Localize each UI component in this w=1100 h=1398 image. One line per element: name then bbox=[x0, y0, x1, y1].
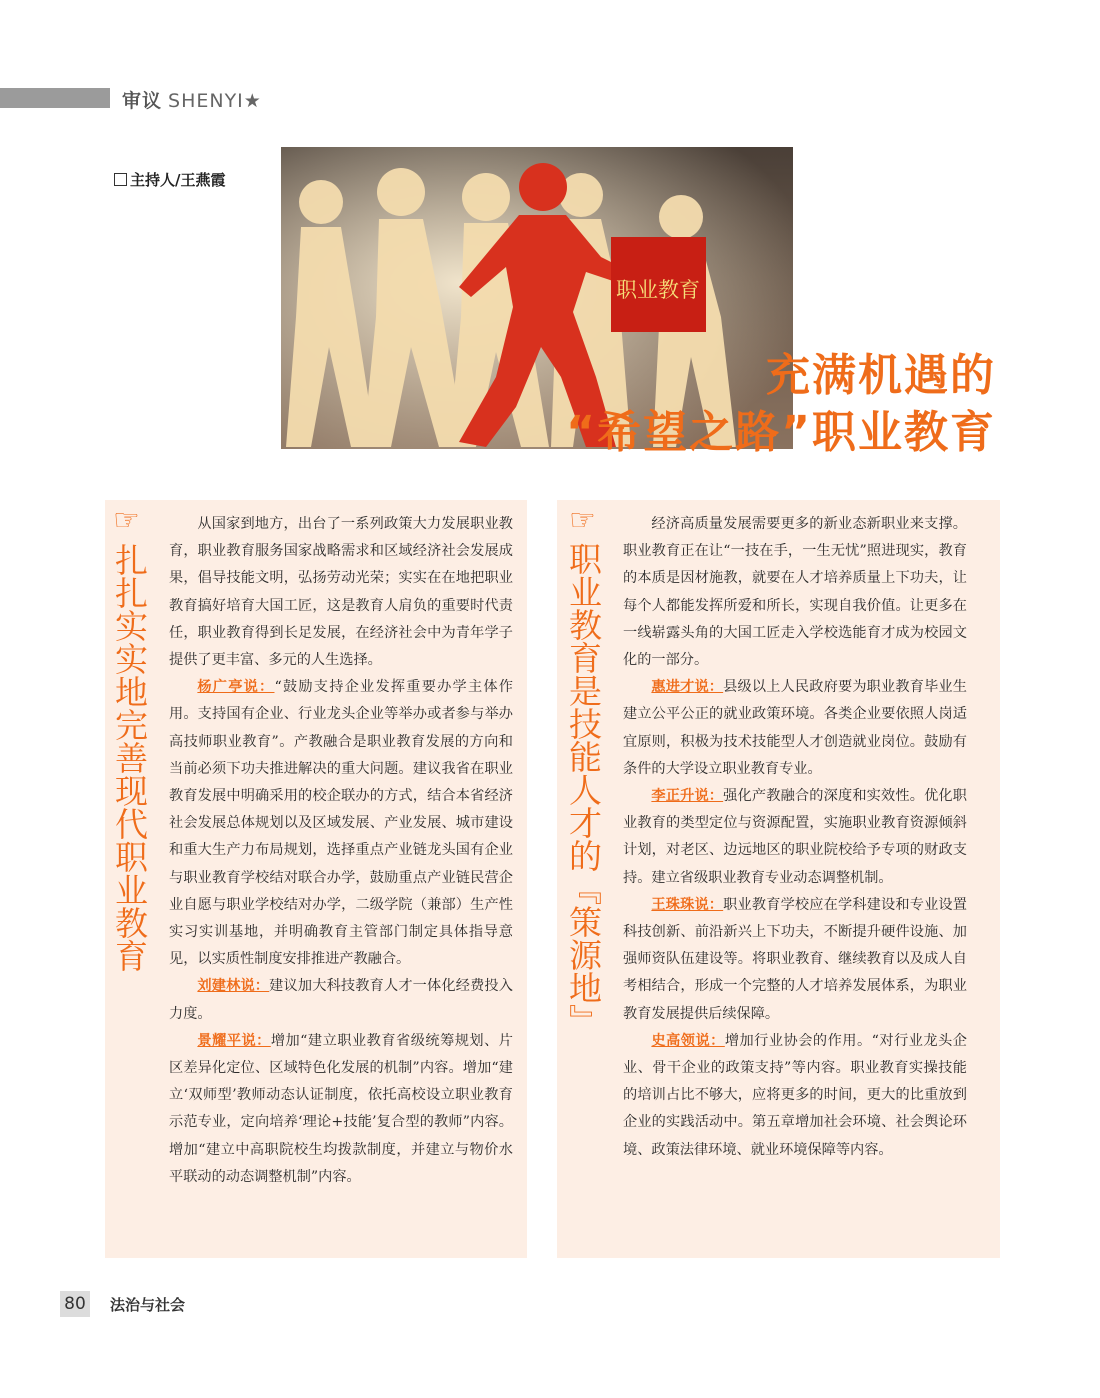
sign-text: 职业教育 bbox=[616, 278, 700, 302]
article-title-line1: 充满机遇的 bbox=[766, 350, 996, 401]
speaker-name: 王珠珠说： bbox=[651, 896, 724, 913]
left-body bbox=[169, 511, 513, 1191]
left-intro: 从国家到地方，出台了一系列政策大力发展职业教育，职业教育服务国家战略需求和区域经济社会发展成果，倡导技能文明，弘扬劳动光荣；实实在在地把职业教育搞好培育大国工匠，这是教育人肩负的重要时代责任，职业教育得到长足发展，在经济社会中为青年学子提供了更丰富、多元的人生选择。 bbox=[169, 516, 513, 669]
speaker-name: 李正升说： bbox=[651, 788, 724, 805]
speech-text: 县级以上人民政府要为职业教育毕业生建立公平公正的就业政策环境。各类企业要依照人岗适宜原则，积极为技术技能型人才创造就业岗位。鼓励有条件的大学设立职业教育专业。 bbox=[623, 679, 967, 777]
article-title-rest: 职业教育 bbox=[812, 407, 996, 458]
speech-text: 职业教育学校应在学科建设和专业设置科技创新、前沿新兴上下功夫，不断提升硬件设施、加强师资队伍建设等。将职业教育、继续教育以及成人自考相结合，形成一个完整的人才培养发展体系，为职业教育发展提供后续保障。 bbox=[623, 896, 967, 1022]
page-number: 80 bbox=[60, 1291, 90, 1317]
section-label-cn: 审议 bbox=[122, 90, 163, 112]
right-speech-3 bbox=[623, 892, 967, 1028]
article-title-line2 bbox=[566, 396, 996, 460]
left-vertical-heading: 扎扎实实地完善现代职业教育 bbox=[110, 543, 149, 972]
article-title-quoted: “希望之路” bbox=[566, 407, 812, 458]
section-label-en: SHENYI★ bbox=[168, 90, 262, 112]
speaker-name: 惠进才说： bbox=[651, 679, 724, 696]
speech-text: 强化产教融合的深度和实效性。优化职业教育的类型定位与资源配置，实施职业教育资源倾斜计划，对老区、边远地区的职业院校给予专项的财政支持。建立省级职业教育专业动态调整机制。 bbox=[623, 788, 967, 886]
host-credit bbox=[114, 169, 225, 190]
host-name: 主持人/王燕霞 bbox=[130, 171, 226, 189]
speech-text: 增加“建立职业教育省级统筹规划、片区差异化定位、区域特色化发展的机制”内容。增加“建立‘双师型’教师动态认证制度，依托高校设立职业教育示范专业，定向培养‘理论+技能’复合型的教师”内容。增加“建立中高职院校生均拨款制度，并建立与物价水平联动的动态调整机制”内容。 bbox=[169, 1032, 513, 1185]
speaker-name: 杨广亭说： bbox=[197, 679, 275, 696]
right-body bbox=[623, 511, 967, 1164]
right-panel bbox=[557, 500, 1000, 1258]
section-label bbox=[122, 86, 262, 113]
right-intro: 经济高质量发展需要更多的新业态新职业来支撑。职业教育正在让“一技在手，一生无忧”照进现实，教育的本质是因材施教，就要在人才培养质量上下功夫，让每个人都能发挥所爱和所长，实现自我价值。让更多在一线崭露头角的大国工匠走入学校选能育才成为校园文化的一部分。 bbox=[623, 516, 967, 669]
right-speech-1 bbox=[623, 674, 967, 783]
pointing-hand-icon: ☞ bbox=[569, 503, 596, 538]
section-bar bbox=[0, 88, 110, 108]
right-speech-4 bbox=[623, 1028, 967, 1164]
speaker-name: 景耀平说： bbox=[197, 1032, 271, 1049]
left-panel bbox=[105, 500, 527, 1258]
speaker-name: 史高领说： bbox=[651, 1032, 725, 1049]
speech-text: 增加行业协会的作用。“对行业龙头企业、骨干企业的政策支持”等内容。职业教育实操技能的培训占比不够大，应将更多的时间，更大的比重放到企业的实践活动中。第五章增加社会环境、社会舆论环境、政策法律环境、就业环境保障等内容。 bbox=[623, 1032, 967, 1158]
speaker-name: 刘建林说： bbox=[197, 978, 270, 995]
left-speech-3 bbox=[169, 1028, 513, 1191]
pointing-hand-icon: ☞ bbox=[113, 503, 140, 538]
magazine-name: 法治与社会 bbox=[110, 1296, 186, 1314]
left-speech-1 bbox=[169, 674, 513, 973]
checkbox-square-icon bbox=[114, 173, 127, 186]
speech-text: 建议加大科技教育人才一体化经费投入力度。 bbox=[169, 978, 513, 1022]
speech-text: “鼓励支持企业发挥重要办学主体作用。支持国有企业、行业龙头企业等举办或者参与举办高技师职业教育”。产教融合是职业教育发展的方向和当前必须下功夫推进解决的重大问题。建议我省在职业教育发展中明确采用的校企联办的方式，结合本省经济社会发展总体规划以及区域发展、产业发展、城市建设和重大生产力布局规划，选择重点产业链龙头国有企业与职业教育学校结对联合办学，鼓励重点产业链民营企业自愿与职业学校结对办学，二级学院（兼部）生产性实习实训基地，并明确教育主管部门制定具体指导意见，以实质性制度安排推进产教融合。 bbox=[169, 679, 513, 968]
right-vertical-heading: 职业教育是技能人才的『策源地』 bbox=[564, 542, 603, 1037]
left-speech-2 bbox=[169, 973, 513, 1027]
right-speech-2 bbox=[623, 783, 967, 892]
